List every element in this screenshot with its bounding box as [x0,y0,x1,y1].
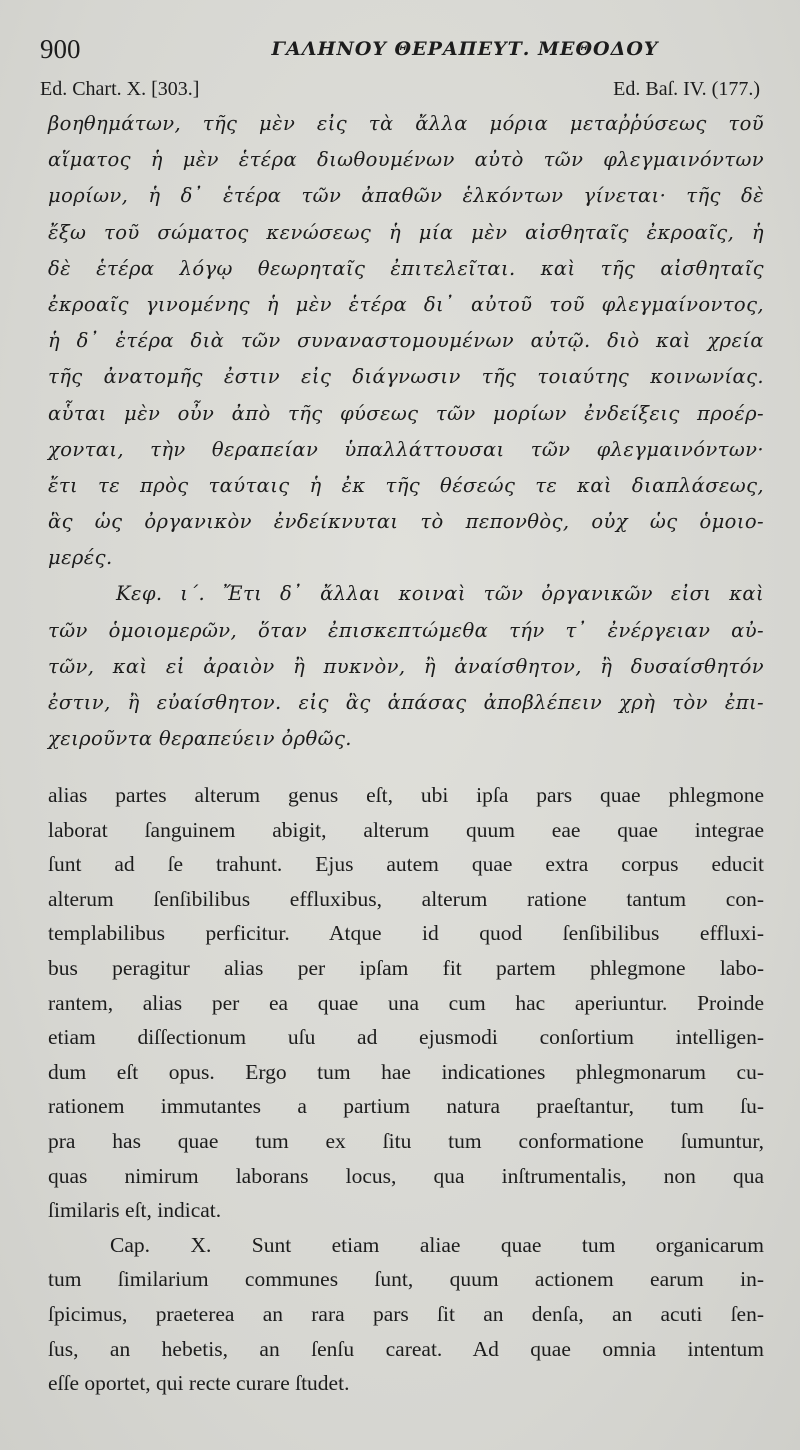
page-number: 900 [40,34,81,64]
greek-line: μερές. [48,546,113,570]
latin-line: bus peragitur alias per ipſam fit partem phlegmone labo- [48,955,764,980]
greek-line: ἔτι τε πρὸς ταύταις ἡ ἐκ τῆς θέσεώς τε καὶ διαπλάσεως, [48,473,764,497]
latin-line: ſunt ad ſe trahunt. Ejus autem quae extra corpus educit [48,852,764,877]
greek-line: ἐστιν, ἢ εὐαίσθητον. εἰς ἃς ἁπάσας ἀποβλέπειν χρὴ τὸν ἐπι- [48,691,764,714]
latin-line: tum ſimilarium communes ſunt, quum actionem earum in- [48,1267,764,1292]
edition-references [40,78,760,106]
greek-line: ἃς ὡς ὀργανικὸν ἐνδείκνυται τὸ πεπονθὸς, οὐχ ὡς ὁμοιο- [48,510,764,534]
greek-line: δὲ ἑτέρα λόγῳ θεωρηταῖς ἐπιτελεῖται. καὶ τῆς αἰσθηταῖς [48,256,764,280]
greek-line: βοηθημάτων, τῆς μὲν εἰς τὰ ἄλλα μόρια μεταῤῥύσεως τοῦ [48,112,764,135]
latin-line: rantem, alias per ea quae una cum hac aperiuntur. Proinde [48,990,764,1015]
latin-line: rationem immutantes a partium natura praeſtantur, tum ſu- [48,1094,764,1119]
latin-line: eſſe oportet, qui recte curare ſtudet. [48,1371,350,1396]
greek-line: τῶν, καὶ εἰ ἀραιὸν ἢ πυκνὸν, ἢ ἀναίσθητον, ἢ δυσαίσθητόν [48,654,764,678]
greek-line: ἐκροαῖς γινομένης ἡ μὲν ἑτέρα δι᾽ αὐτοῦ τοῦ φλεγμαίνοντος, [48,292,764,316]
latin-line: alterum ſenſibilibus effluxibus, alterum ratione tantum con- [48,886,764,911]
latin-line: etiam diſſectionum uſu ad ejusmodi conſortium intelligen- [48,1025,764,1050]
latin-text-block [48,778,764,1401]
latin-line: laborat ſanguinem abigit, alterum quum eae quae integrae [48,817,764,842]
edition-chartier-reference: Ed. Chart. X. [303.] [40,78,200,100]
latin-line: pra has quae tum ex ſitu tum conformatione ſumuntur, [48,1128,764,1153]
latin-line: templabilibus perficitur. Atque id quod ſenſibilibus effluxi- [48,921,764,946]
greek-text-block [48,106,764,757]
latin-line: ſimilaris eſt, indicat. [48,1198,222,1223]
greek-chapter-heading-line: Κεφ. ι΄. Ἔτι δ᾽ ἄλλαι κοιναὶ τῶν ὀργανικῶν εἰσι καὶ [116,582,764,606]
latin-line: alias partes alterum genus eſt, ubi ipſa pars quae phlegmone [48,783,764,807]
latin-line: ſus, an hebetis, an ſenſu careat. Ad quae omnia intentum [48,1336,764,1361]
greek-line: τῆς ἀνατομῆς ἐστιν εἰς διάγνωσιν τῆς τοιαύτης κοινωνίας. [48,365,764,389]
greek-line: χονται, τὴν θεραπείαν ὑπαλλάττουσαι τῶν φλεγμαινόντων· [48,437,764,461]
edition-basel-reference: Ed. Baſ. IV. (177.) [613,78,760,100]
greek-line: αὗται μὲν οὖν ἀπὸ τῆς φύσεως τῶν μορίων ἐνδείξεις προέρ- [48,401,764,425]
latin-chapter-heading-line: Cap. X. Sunt etiam aliae quae tum organicarum [110,1232,764,1257]
latin-line: quas nimirum laborans locus, qua inſtrumentalis, non qua [48,1163,764,1188]
greek-line: ἡ δ᾽ ἑτέρα διὰ τῶν συναναστομουμένων αὐτῷ. διὸ καὶ χρεία [48,329,764,353]
greek-line: ἔξω τοῦ σώματος κενώσεως ἡ μία μὲν αἰσθηταῖς ἐκροαῖς, ἡ [48,220,764,244]
greek-line: τῶν ὁμοιομερῶν, ὅταν ἐπισκεπτώμεθα τήν τ᾽ ἐνέργειαν αὐ- [48,618,764,642]
running-title: ΓΑΛΗΝΟΥ ΘΕΡΑΠΕΥΤ. ΜΕΘΟΔΟΥ [271,38,659,60]
greek-line: μορίων, ἡ δ᾽ ἑτέρα τῶν ἀπαθῶν ἑλκόντων γίνεται· τῆς δὲ [48,184,764,208]
latin-line: dum eſt opus. Ergo tum hae indicationes phlegmonarum cu- [48,1059,764,1084]
page-header [40,34,760,68]
greek-line: αἵματος ἡ μὲν ἑτέρα διωθουμένων αὐτὸ τῶν φλεγμαινόντων [48,148,764,172]
latin-line: ſpicimus, praeterea an rara pars ſit an denſa, an acuti ſen- [48,1301,764,1326]
greek-line: χειροῦντα θεραπεύειν ὀρθῶς. [48,727,352,751]
